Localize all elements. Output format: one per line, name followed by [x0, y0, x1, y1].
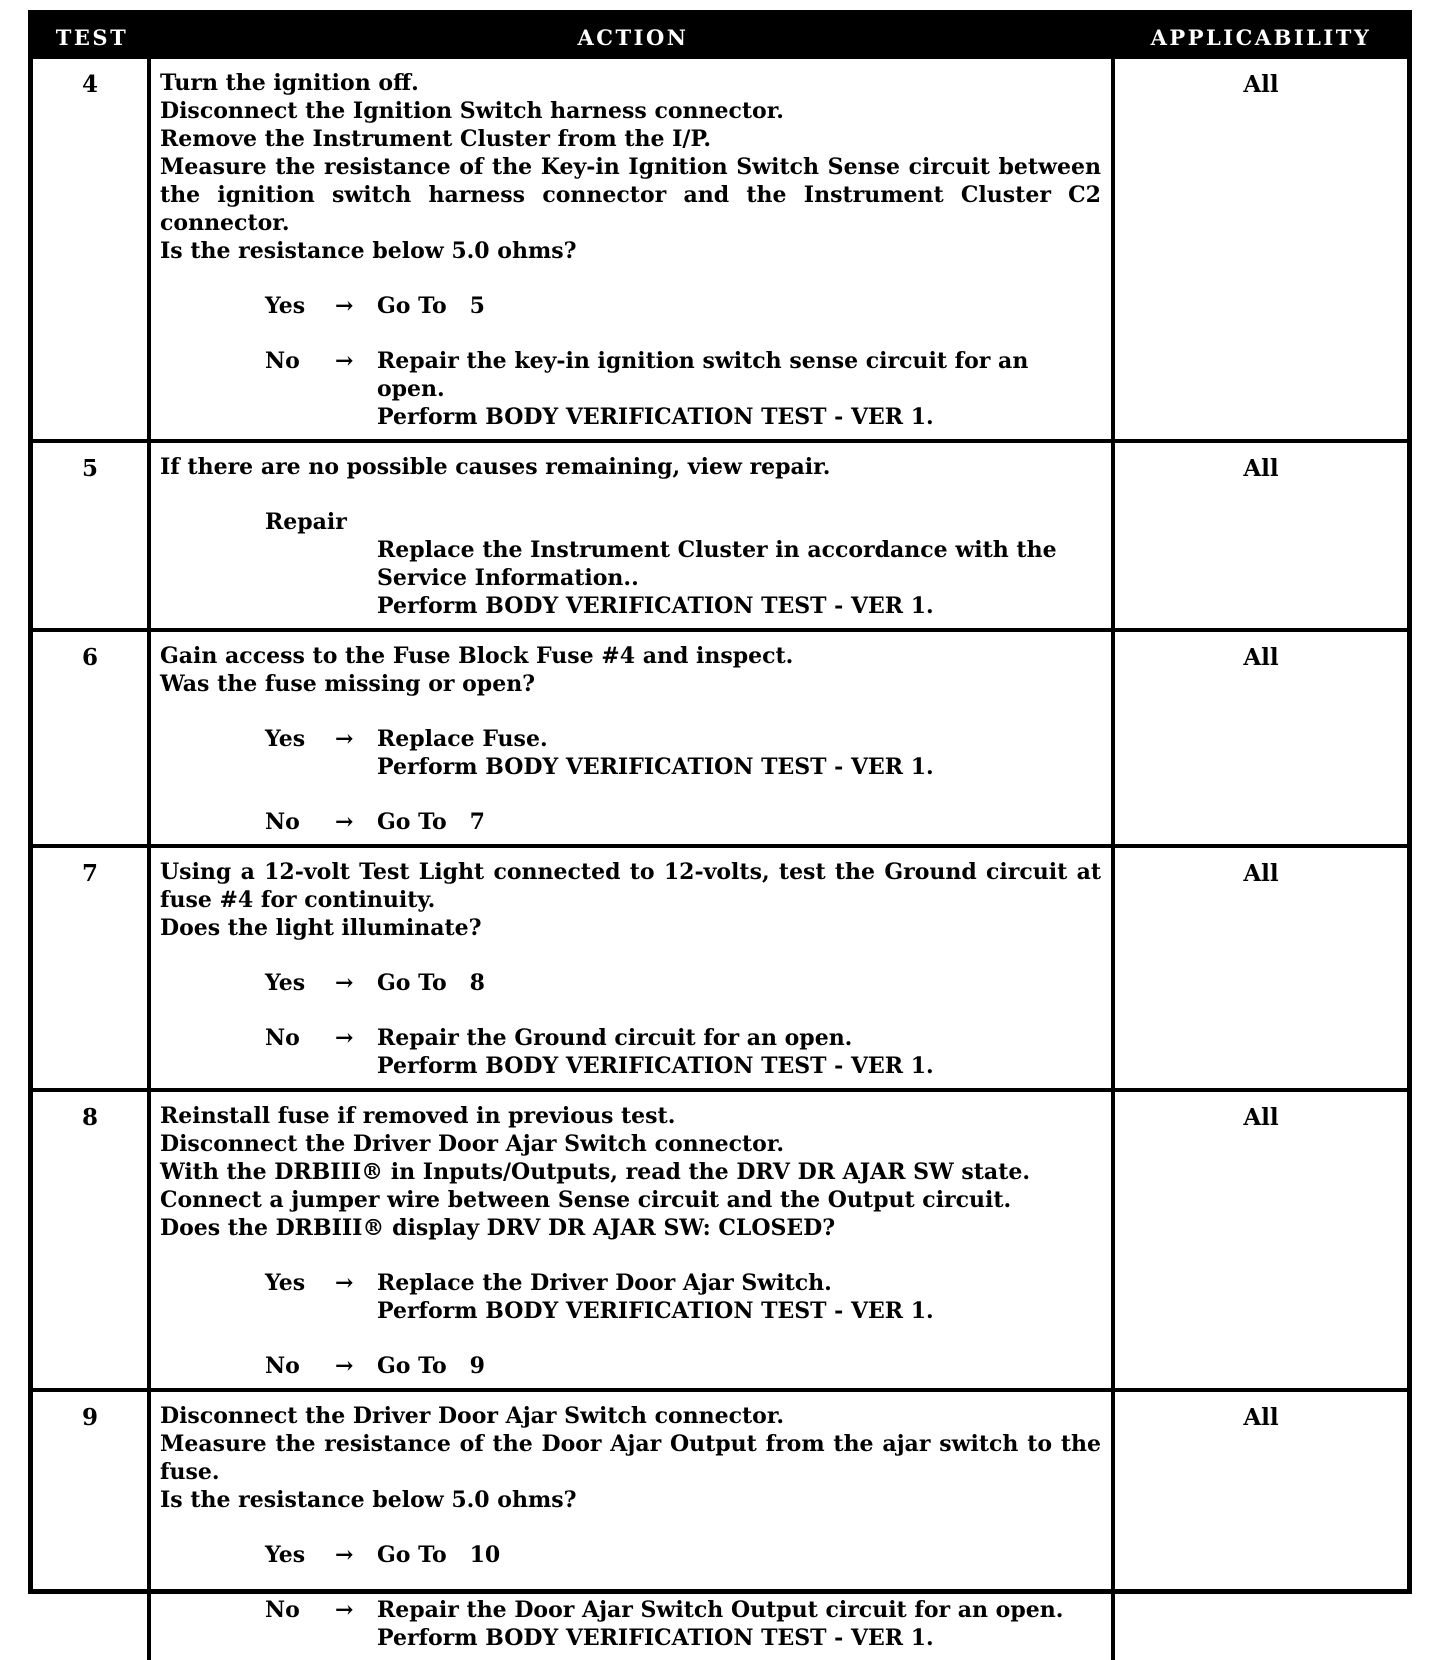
action-paragraph: Does the light illuminate? — [160, 915, 482, 941]
applicability-value: All — [1243, 71, 1279, 98]
action-cell — [151, 848, 1115, 1088]
action-content — [160, 858, 1101, 1080]
column-header-applicability: APPLICABILITY — [1150, 24, 1372, 50]
action-paragraph: Disconnect the Driver Door Ajar Switch connector. — [160, 1403, 785, 1429]
branch-label: No — [265, 1597, 300, 1623]
decision-branch — [265, 808, 1101, 836]
action-content — [160, 453, 1101, 620]
action-paragraph: Connect a jumper wire between Sense circuit and the Output circuit. — [160, 1187, 1012, 1213]
applicability-cell — [1115, 443, 1407, 628]
action-content — [160, 1102, 1101, 1380]
table-row — [33, 1388, 1407, 1660]
action-paragraph: If there are no possible causes remaining, view repair. — [160, 454, 831, 480]
action-paragraph: Using a 12-volt Test Light connected to 12-volts, test the Ground circuit at fuse #4 for continuity. — [160, 859, 1101, 913]
action-paragraph: Measure the resistance of the Key-in Ignition Switch Sense circuit between the ignition switch harness connector and the Instrument Cluster C2 connector. — [160, 154, 1101, 236]
arrow-right-icon: → — [335, 1353, 354, 1379]
arrow-right-icon: → — [335, 1542, 354, 1568]
decision-branch — [265, 969, 1101, 997]
action-cell — [151, 443, 1115, 628]
arrow-right-icon: → — [335, 726, 354, 752]
branch-result — [377, 1269, 1101, 1325]
arrow-right-icon: → — [335, 970, 354, 996]
action-paragraph: Remove the Instrument Cluster from the I/P. — [160, 126, 712, 152]
branch-result-line: Go To 5 — [377, 293, 485, 319]
action-paragraph: Gain access to the Fuse Block Fuse #4 and inspect. — [160, 643, 794, 669]
applicability-value: All — [1243, 1104, 1279, 1131]
branch-result-line: Repair the key-in ignition switch sense circuit for an open. — [377, 348, 1036, 402]
branch-label: Yes — [265, 293, 306, 319]
applicability-value: All — [1243, 1404, 1279, 1431]
action-cell — [151, 1392, 1115, 1660]
applicability-cell — [1115, 632, 1407, 844]
action-cell — [151, 1092, 1115, 1388]
decision-branch — [265, 347, 1101, 431]
action-content — [160, 1402, 1101, 1652]
table-row — [33, 439, 1407, 628]
decision-branch — [265, 1024, 1101, 1080]
table-row — [33, 628, 1407, 844]
branch-result — [377, 536, 1101, 620]
action-paragraph: Is the resistance below 5.0 ohms? — [160, 1487, 577, 1513]
branch-result-line: Perform BODY VERIFICATION TEST - VER 1. — [377, 1298, 934, 1324]
action-paragraph: Disconnect the Driver Door Ajar Switch connector. — [160, 1131, 785, 1157]
branch-label: Yes — [265, 1270, 306, 1296]
branch-label: Yes — [265, 970, 306, 996]
branch-result-line: Replace the Instrument Cluster in accordance with the Service Information.. — [377, 537, 1065, 591]
decision-branch — [265, 292, 1101, 320]
branch-result — [377, 347, 1101, 431]
decision-branch — [265, 1269, 1101, 1325]
action-content — [160, 69, 1101, 431]
applicability-cell — [1115, 1092, 1407, 1388]
branch-result-line: Go To 9 — [377, 1353, 485, 1379]
branch-result-line: Perform BODY VERIFICATION TEST - VER 1. — [377, 754, 934, 780]
branch-result — [377, 725, 1101, 781]
action-paragraph: Disconnect the Ignition Switch harness connector. — [160, 98, 784, 124]
action-paragraph: Is the resistance below 5.0 ohms? — [160, 238, 577, 264]
action-cell — [151, 632, 1115, 844]
test-number-cell — [33, 59, 151, 439]
branch-result — [377, 808, 1101, 836]
branch-label: No — [265, 809, 300, 835]
action-cell — [151, 59, 1115, 439]
decision-branch — [265, 1596, 1101, 1652]
branch-result-line: Repair the Ground circuit for an open. — [377, 1025, 853, 1051]
arrow-right-icon: → — [335, 809, 354, 835]
arrow-right-icon: → — [335, 1270, 354, 1296]
test-number: 6 — [81, 644, 98, 671]
test-number: 4 — [81, 71, 98, 98]
test-number: 9 — [81, 1404, 98, 1431]
table-row — [33, 59, 1407, 439]
action-paragraph: Reinstall fuse if removed in previous test. — [160, 1103, 676, 1129]
branch-result-line: Go To 7 — [377, 809, 485, 835]
table-body — [33, 59, 1407, 1660]
branch-result — [377, 969, 1101, 997]
arrow-right-icon: → — [335, 293, 354, 319]
decision-branch — [265, 1541, 1101, 1569]
branch-result — [377, 292, 1101, 320]
test-number-cell — [33, 443, 151, 628]
decision-branch — [265, 508, 1101, 620]
action-paragraph: With the DRBIII® in Inputs/Outputs, read the DRV DR AJAR SW state. — [160, 1159, 1031, 1185]
branch-result — [377, 1541, 1101, 1569]
branch-result-line: Go To 8 — [377, 970, 485, 996]
applicability-value: All — [1243, 455, 1279, 482]
branch-label: No — [265, 1025, 300, 1051]
branch-result-line: Repair the Door Ajar Switch Output circuit for an open. — [377, 1597, 1064, 1623]
applicability-cell — [1115, 59, 1407, 439]
branch-result — [377, 1596, 1101, 1652]
test-number: 8 — [81, 1104, 98, 1131]
branch-label: Repair — [265, 509, 347, 535]
applicability-value: All — [1243, 860, 1279, 887]
table-row — [33, 1088, 1407, 1388]
branch-result-line: Perform BODY VERIFICATION TEST - VER 1. — [377, 1053, 934, 1079]
test-number: 5 — [81, 455, 98, 482]
action-paragraph: Does the DRBIII® display DRV DR AJAR SW: CLOSED? — [160, 1215, 836, 1241]
branch-result — [377, 1352, 1101, 1380]
table-header-row — [33, 15, 1407, 59]
branch-result-line: Perform BODY VERIFICATION TEST - VER 1. — [377, 404, 934, 430]
test-number-cell — [33, 1092, 151, 1388]
test-number-cell — [33, 632, 151, 844]
branch-result-line: Perform BODY VERIFICATION TEST - VER 1. — [377, 1625, 934, 1651]
decision-branch — [265, 1352, 1101, 1380]
action-paragraph: Measure the resistance of the Door Ajar Output from the ajar switch to the fuse. — [160, 1431, 1101, 1485]
branch-result — [377, 1024, 1101, 1080]
action-paragraph: Was the fuse missing or open? — [160, 671, 536, 697]
test-number-cell — [33, 1392, 151, 1660]
applicability-cell — [1115, 1392, 1407, 1660]
table-row — [33, 844, 1407, 1088]
arrow-right-icon: → — [335, 1597, 354, 1623]
branch-result-line: Replace Fuse. — [377, 726, 548, 752]
arrow-right-icon: → — [335, 348, 354, 374]
branch-result-line: Replace the Driver Door Ajar Switch. — [377, 1270, 832, 1296]
action-content — [160, 642, 1101, 836]
column-header-action: ACTION — [577, 24, 689, 50]
branch-label: No — [265, 348, 300, 374]
arrow-right-icon: → — [335, 1025, 354, 1051]
branch-label: Yes — [265, 1542, 306, 1568]
applicability-value: All — [1243, 644, 1279, 671]
branch-result-line: Perform BODY VERIFICATION TEST - VER 1. — [377, 593, 934, 619]
decision-branch — [265, 725, 1101, 781]
test-number: 7 — [81, 860, 98, 887]
test-number-cell — [33, 848, 151, 1088]
branch-label: No — [265, 1353, 300, 1379]
branch-result-line: Go To 10 — [377, 1542, 501, 1568]
column-header-test: TEST — [55, 24, 129, 50]
diagnostic-test-table — [28, 10, 1412, 1651]
branch-label: Yes — [265, 726, 306, 752]
applicability-cell — [1115, 848, 1407, 1088]
action-paragraph: Turn the ignition off. — [160, 70, 419, 96]
